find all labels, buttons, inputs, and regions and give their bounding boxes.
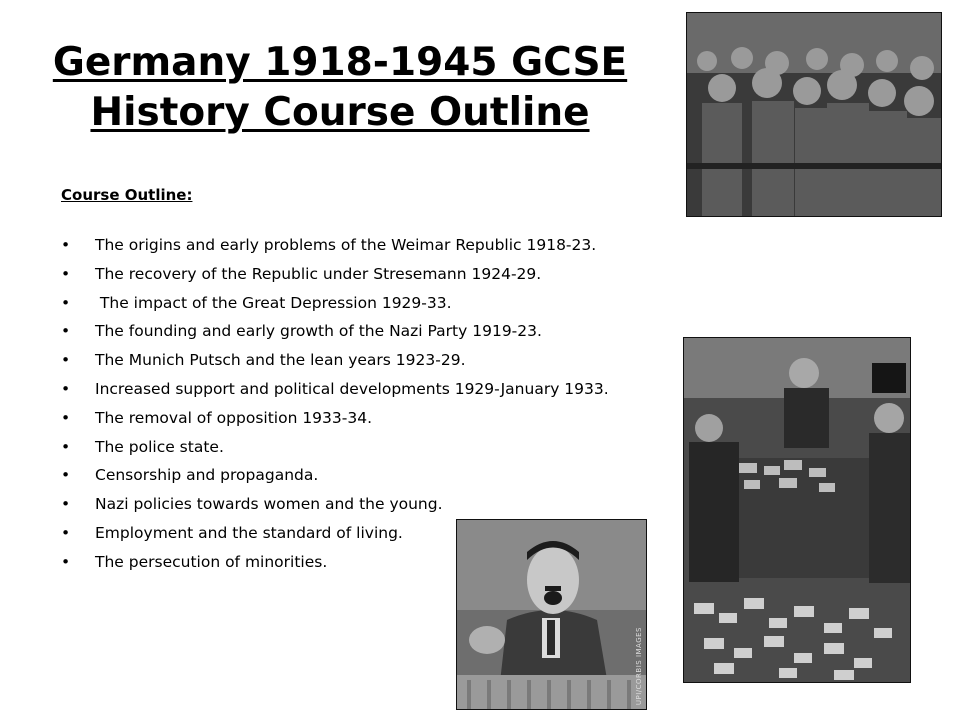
topic-text: Censorship and propaganda. [95,466,319,485]
hitler-youth-photo [686,12,942,217]
list-item [61,350,701,379]
bullet-icon: • [61,552,71,571]
topic-text: Employment and the standard of living. [95,523,403,542]
bullet-icon: • [61,293,71,312]
bullet-icon: • [61,379,71,398]
hyperinflation-banknotes-photo [683,337,911,683]
bullet-icon: • [61,466,71,485]
list-item [61,293,701,322]
bullet-icon: • [61,236,71,254]
topic-text: The founding and early growth of the Nazi Party 1919-23. [95,322,542,341]
topic-text: The police state. [95,437,224,456]
bullet-icon: • [61,264,71,283]
topic-text: The impact of the Great Depression 1929-33. [95,293,452,312]
topic-text: The Munich Putsch and the lean years 1923-29. [95,351,466,370]
list-item [61,465,701,494]
title-line-1: Germany 1918-1945 GCSE [52,40,628,85]
list-item [61,379,701,408]
list-item [61,321,701,350]
hitler-speech-photo [456,519,647,710]
bullet-icon: • [61,322,71,341]
topic-text: The persecution of minorities. [95,552,328,571]
topic-text: The recovery of the Republic under Stresemann 1924-29. [95,264,542,283]
title-line-2: History Course Outline [90,90,590,135]
bullet-icon: • [61,437,71,456]
course-outline-heading: Course Outline: [61,186,193,204]
bullet-icon: • [61,495,71,514]
topic-text: Nazi policies towards women and the young. [95,495,443,514]
slide-title [30,38,650,138]
photo-credit: UPI/CORBIS IMAGES [635,626,643,705]
bullet-icon: • [61,351,71,370]
topic-text: Increased support and political developments 1929-January 1933. [95,379,609,398]
topic-text: The removal of opposition 1933-34. [95,408,373,427]
topic-text: The origins and early problems of the Weimar Republic 1918-23. [95,236,597,254]
list-item [61,437,701,466]
bullet-icon: • [61,523,71,542]
list-item [61,235,701,264]
bullet-icon: • [61,408,71,427]
list-item [61,408,701,437]
list-item [61,264,701,293]
